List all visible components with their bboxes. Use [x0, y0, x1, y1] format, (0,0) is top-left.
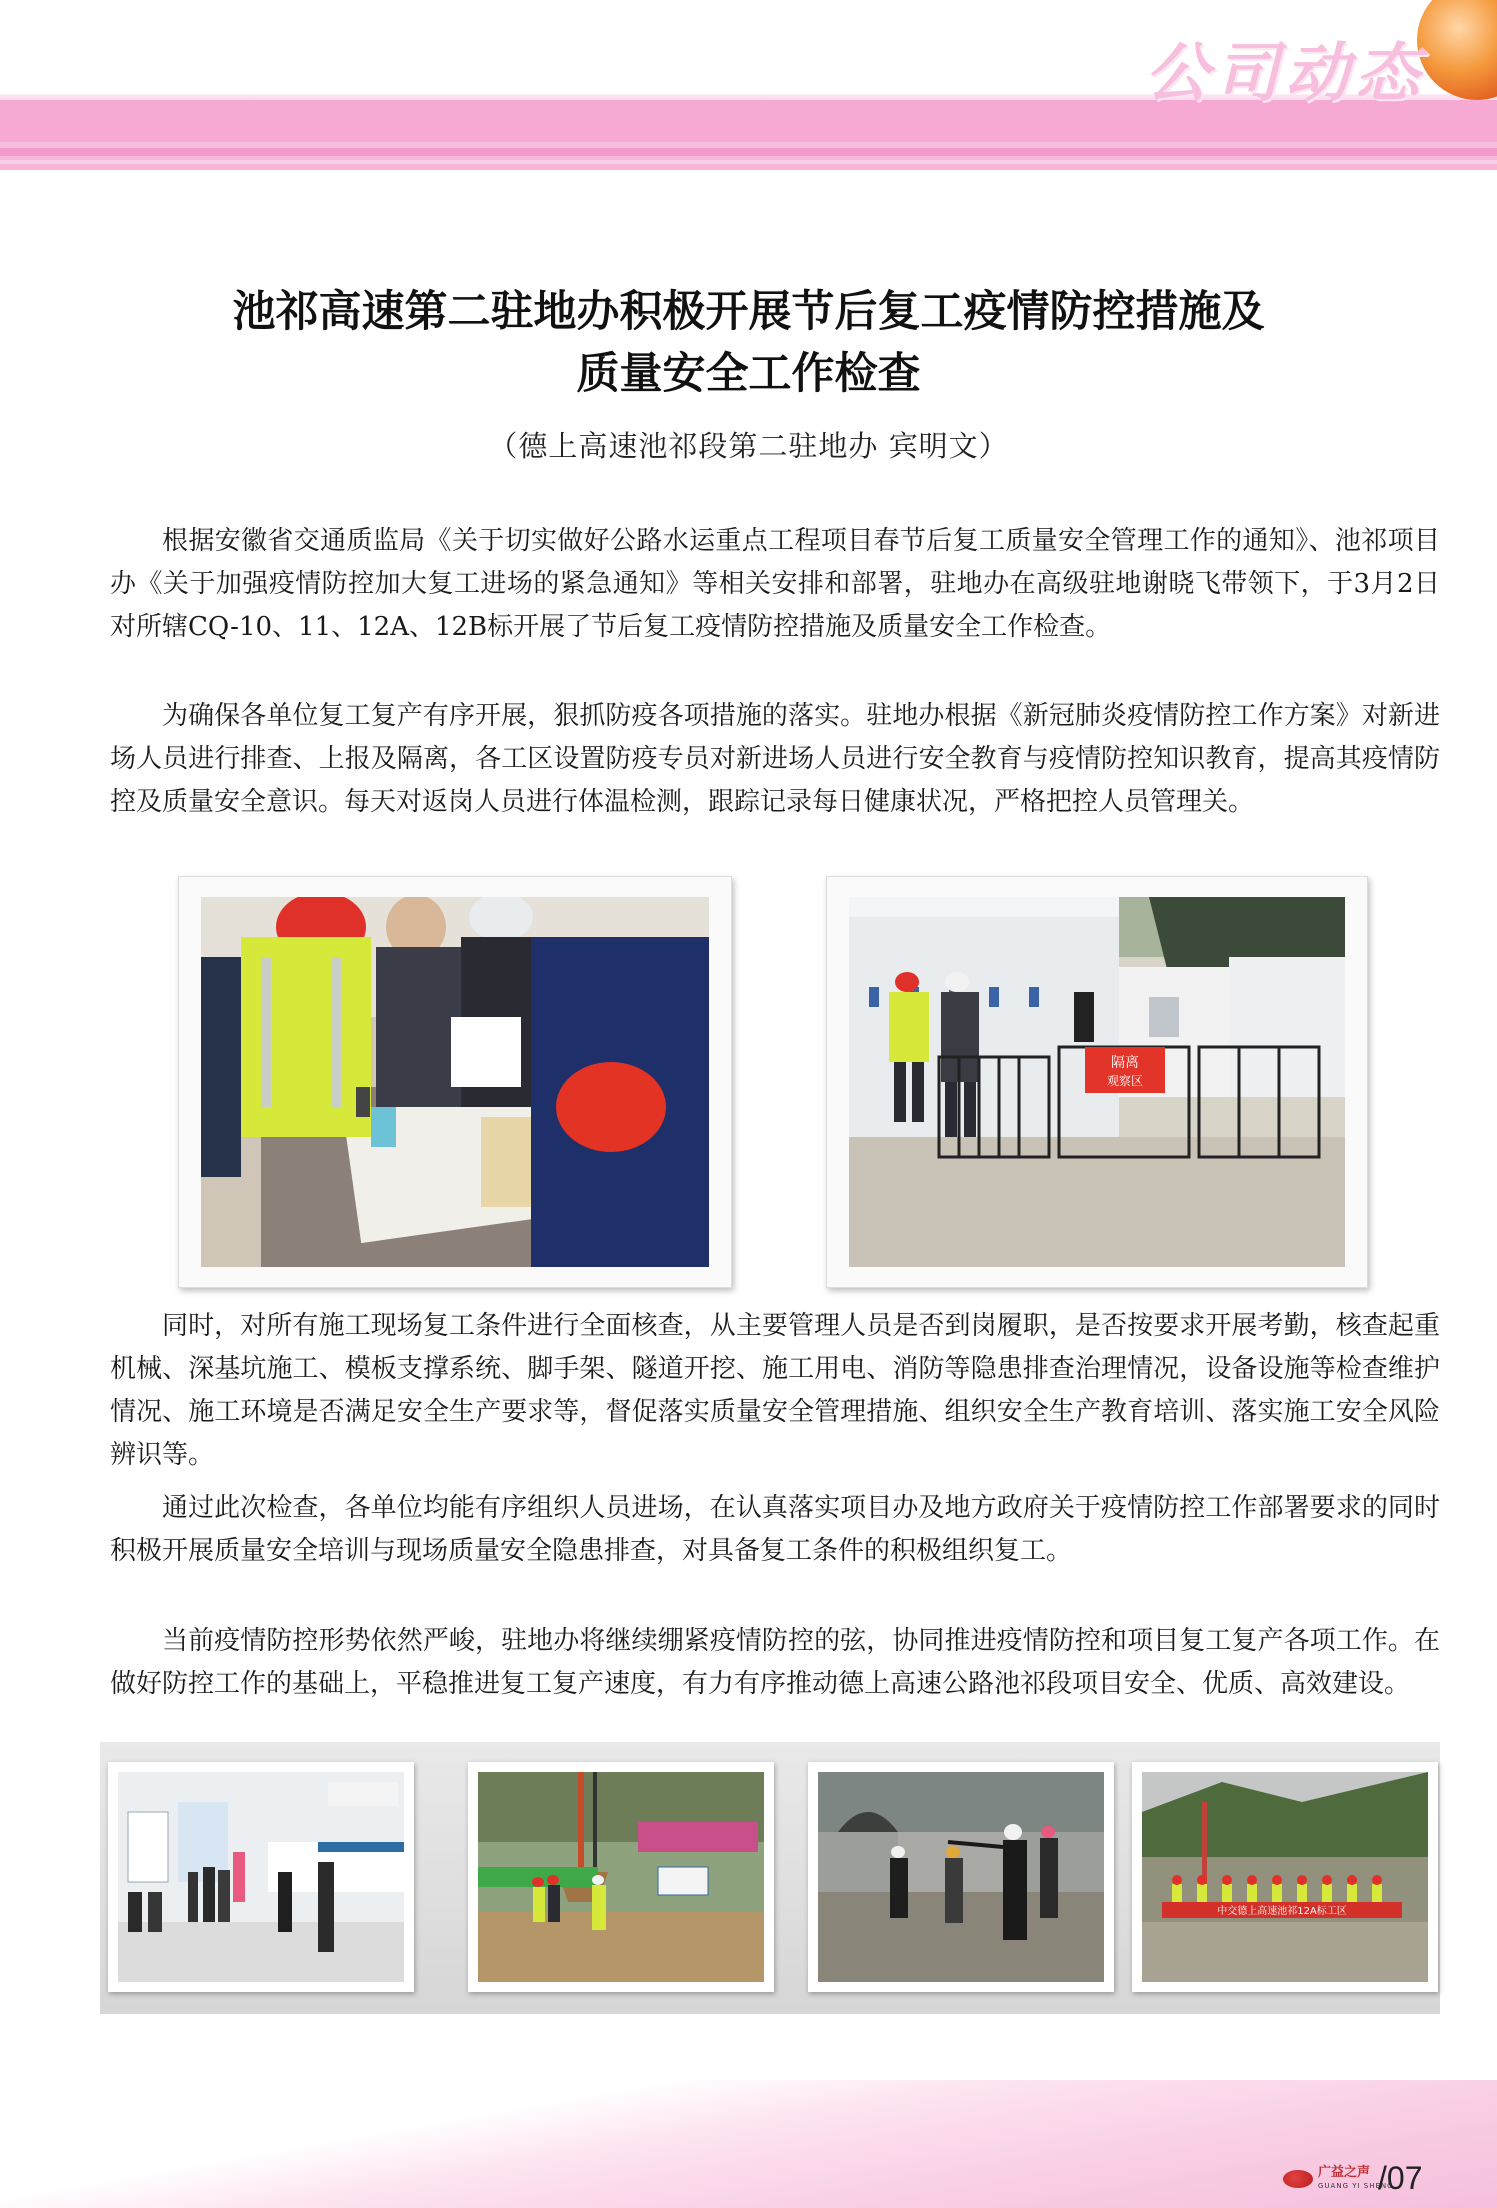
- page-number: /07: [1378, 2160, 1423, 2196]
- photo-isolation-area: [826, 876, 1368, 1288]
- footer-brand-sub: GUANG YI SHENG: [1318, 2182, 1394, 2190]
- article-title-line1: 池祁高速第二驻地办积极开展节后复工疫情防控措施及: [232, 287, 1265, 337]
- photo-meeting-room: [108, 1762, 414, 1992]
- paragraph: 为确保各单位复工复产有序开展，狠抓防疫各项措施的落实。驻地办根据《新冠肺炎疫情防控工作方案》对新进场人员进行排查、上报及隔离，各工区设置防疫专员对新进场人员进行安全教育与疫情防控知识教育，提高其疫情防控及质量安全意识。每天对返岗人员进行体温检测，跟踪记录每日健康状况，严格把控人员管理关。: [110, 701, 1440, 817]
- photo-pile-driver-site: [468, 1762, 774, 1992]
- paragraph: 当前疫情防控形势依然严峻，驻地办将继续绷紧疫情防控的弦，协同推进疫情防控和项目复工复产各项工作。在做好防控工作的基础上，平稳推进复工复产速度，有力有序推动德上高速公路池祁段项目安全、优质、高效建设。: [110, 1626, 1440, 1699]
- footer-brand: 广益之声: [1318, 2165, 1371, 2180]
- brand-logo-icon: [1283, 2170, 1313, 2188]
- footer-band: [0, 2080, 1497, 2208]
- isolation-sign-text: 隔离: [1111, 1055, 1139, 1071]
- tunnel-portal-image: [818, 1772, 1104, 1982]
- paragraph: 同时，对所有施工现场复工条件进行全面核查，从主要管理人员是否到岗履职，是否按要求开展考勤，核查起重机械、深基坑施工、模板支撑系统、脚手架、隧道开挖、施工用电、消防等隐患排查治理情况，设备设施等检查维护情况、施工环境是否满足安全生产要求等，督促落实质量安全管理措施、组织安全生产教育培训、落实施工安全风险辨识等。: [110, 1311, 1440, 1470]
- isolation-photo-image: [849, 897, 1345, 1267]
- header-stripe: [0, 160, 1497, 164]
- article-title-line2: 质量安全工作检查: [576, 349, 921, 399]
- photo-team-banner: [1132, 1762, 1438, 1992]
- header-stripe: [0, 148, 1497, 156]
- article-byline: （德上高速池祁段第二驻地办 宾明文）: [488, 429, 1009, 463]
- meeting-room-image: [118, 1772, 404, 1982]
- paragraph: 根据安徽省交通质监局《关于切实做好公路水运重点工程项目春节后复工质量安全管理工作的通知》、池祁项目办《关于加强疫情防控加大复工进场的紧急通知》等相关安排和部署，驻地办在高级驻地谢晓飞带领下，于3月2日对所辖CQ-10、11、12A、12B标开展了节后复工疫情防控措施及质量安全工作检查。: [110, 526, 1440, 642]
- isolation-sign-text: 观察区: [1106, 1074, 1144, 1088]
- registration-photo-image: [201, 897, 709, 1267]
- paragraph: 通过此次检查，各单位均能有序组织人员进场，在认真落实项目办及地方政府关于疫情防控工作部署要求的同时积极开展质量安全培训与现场质量安全隐患排查，对具备复工条件的积极组织复工。: [110, 1493, 1440, 1566]
- photo-registration: [178, 876, 732, 1288]
- pile-driver-image: [478, 1772, 764, 1982]
- banner-text: 中交德上高速池祁12A标工区: [1217, 1906, 1347, 1917]
- photo-tunnel-portal: [808, 1762, 1114, 1992]
- section-title: 公司动态: [1145, 36, 1425, 111]
- team-banner-image: [1142, 1772, 1428, 1982]
